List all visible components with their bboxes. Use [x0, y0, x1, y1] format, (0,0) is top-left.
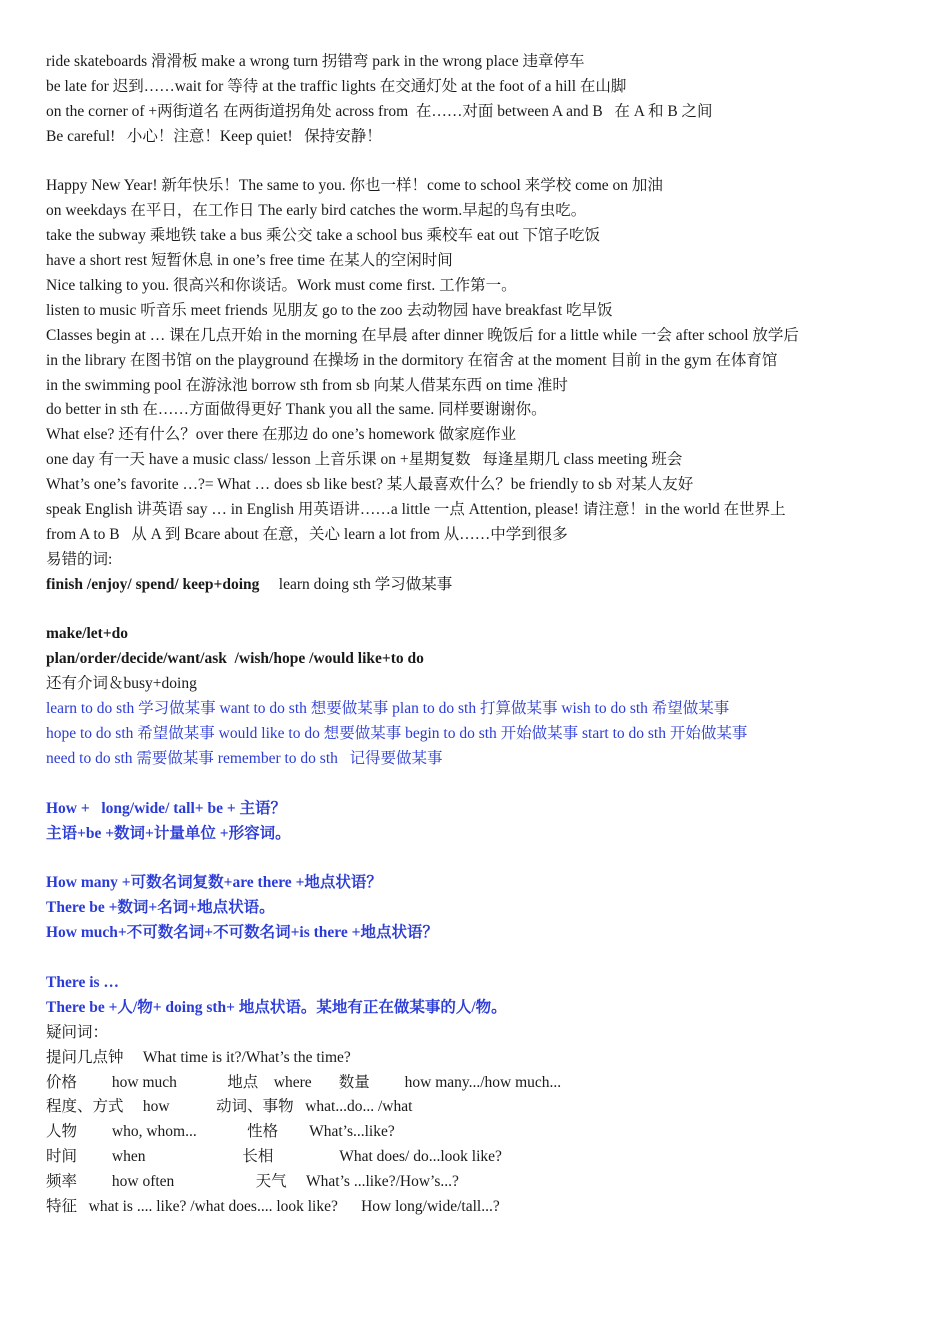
text-line [46, 1095, 916, 1120]
line-text: How much+不可数名词+不可数名词+is there +地点状语？ [46, 924, 438, 942]
line-text: There be +人/物+ doing sth+ 地点状语。某地有正在做某事的人/物。 [46, 998, 507, 1016]
line-tail-text: learn doing sth 学习做某事 [259, 575, 453, 593]
text-line [46, 199, 916, 224]
line-text: Happy New Year! 新年快乐！The same to you. 你也一样！come to school 来学校 come on 加油 [46, 177, 663, 195]
text-line [46, 971, 916, 996]
text-line [46, 1046, 916, 1071]
text-line [46, 324, 916, 349]
text-line [46, 1145, 916, 1170]
line-text: How many +可数名词复数+are there +地点状语？ [46, 874, 382, 892]
line-text: be late for 迟到……wait for 等待 at the traffic lights 在交通灯处 at the foot of a hill 在山脚 [46, 77, 627, 95]
line-text: There is … [46, 973, 119, 991]
text-line [46, 50, 916, 75]
text-line [46, 896, 916, 921]
line-text: 主语+be +数词+计量单位 +形容词。 [46, 824, 291, 842]
text-line [46, 647, 916, 672]
line-text: speak English 讲英语 say … in English 用英语讲……a little 一点 Attention, please! 请注意！in the world 在世界上 [46, 501, 786, 519]
line-text: take the subway 乘地铁 take a bus 乘公交 take a school bus 乘校车 eat out 下馆子吃饭 [46, 227, 601, 245]
line-text: in the library 在图书馆 on the playground 在操场 in the dormitory 在宿舍 at the moment 目前 in the gym 在体育馆 [46, 351, 778, 369]
text-line [46, 1071, 916, 1096]
line-text: There be +数词+名词+地点状语。 [46, 899, 275, 917]
blank-line [46, 847, 916, 872]
line-text: have a short rest 短暂休息 in one’s free time 在某人的空闲时间 [46, 252, 453, 270]
line-text: need to do sth 需要做某事 remember to do sth 记得要做某事 [46, 749, 443, 767]
text-line [46, 672, 916, 697]
text-line [46, 747, 916, 772]
text-line [46, 249, 916, 274]
text-line [46, 1120, 916, 1145]
text-line [46, 797, 916, 822]
text-line [46, 349, 916, 374]
line-text: What else? 还有什么？over there 在那边 do one’s homework 做家庭作业 [46, 426, 517, 444]
text-line [46, 75, 916, 100]
line-text: 还有介词＆busy+doing [46, 675, 197, 693]
blank-line [46, 150, 916, 175]
line-text: one day 有一天 have a music class/ lesson 上音乐课 on +星期复数 每逢星期几 class meeting 班会 [46, 451, 683, 469]
line-text: 频率 how often 天气 What’s ...like?/How’s...? [46, 1173, 459, 1191]
text-line [46, 423, 916, 448]
line-text: 疑问词： [46, 1023, 109, 1041]
blank-line [46, 946, 916, 971]
line-text: plan/order/decide/want/ask /wish/hope /would like+to do [46, 650, 424, 668]
text-line [46, 697, 916, 722]
text-line [46, 1170, 916, 1195]
text-line [46, 398, 916, 423]
line-text: on weekdays 在平日，在工作日 The early bird catches the worm.早起的鸟有虫吃。 [46, 202, 587, 220]
text-line [46, 996, 916, 1021]
text-line [46, 374, 916, 399]
line-text: 提问几点钟 What time is it?/What’s the time? [46, 1048, 351, 1066]
text-line [46, 1021, 916, 1046]
line-text: make/let+do [46, 625, 129, 643]
text-line [46, 100, 916, 125]
line-text: do better in sth 在……方面做得更好 Thank you all the same. 同样要谢谢你。 [46, 401, 547, 419]
text-line [46, 822, 916, 847]
line-text: Classes begin at … 课在几点开始 in the morning 在早晨 after dinner 晚饭后 for a little while 一会 after school 放学后 [46, 326, 799, 344]
text-line [46, 622, 916, 647]
text-line [46, 523, 916, 548]
line-text: Nice talking to you. 很高兴和你谈话。Work must come first. 工作第一。 [46, 277, 517, 295]
line-text: 易错的词: [46, 550, 113, 568]
line-text: learn to do sth 学习做某事 want to do sth 想要做某事 plan to do sth 打算做某事 wish to do sth 希望做某事 [46, 700, 730, 718]
text-line [46, 174, 916, 199]
line-text: How + long/wide/ tall+ be + 主语？ [46, 799, 287, 817]
text-line [46, 1195, 916, 1220]
line-text: from A to B 从 A 到 Bcare about 在意，关心 learn a lot from 从……中学到很多 [46, 525, 568, 543]
line-text: 程度、方式 how 动词、事物 what...do... /what [46, 1098, 413, 1116]
blank-line [46, 598, 916, 623]
line-text: hope to do sth 希望做某事 would like to do 想要做某事 begin to do sth 开始做某事 start to do sth 开始做某事 [46, 725, 748, 743]
line-text: 特征 what is .... like? /what does.... look like? How long/wide/tall...? [46, 1197, 500, 1215]
text-line [46, 498, 916, 523]
text-line [46, 274, 916, 299]
text-line [46, 921, 916, 946]
line-text: listen to music 听音乐 meet friends 见朋友 go to the zoo 去动物园 have breakfast 吃早饭 [46, 301, 613, 319]
line-text: in the swimming pool 在游泳池 borrow sth from sb 向某人借某东西 on time 准时 [46, 376, 568, 394]
text-line [46, 473, 916, 498]
text-line [46, 224, 916, 249]
line-text: Be careful! 小心！注意！Keep quiet! 保持安静！ [46, 127, 382, 145]
line-text: on the corner of +两街道名 在两街道拐角处 across from 在……对面 between A and B 在 A 和 B 之间 [46, 102, 713, 120]
text-line [46, 548, 916, 573]
blank-line [46, 772, 916, 797]
text-line [46, 125, 916, 150]
line-text: What’s one’s favorite …?= What … does sb like best? 某人最喜欢什么？be friendly to sb 对某人友好 [46, 476, 694, 494]
line-text: 时间 when 长相 What does/ do...look like? [46, 1148, 502, 1166]
text-line [46, 722, 916, 747]
text-line [46, 448, 916, 473]
line-text: 人物 who, whom... 性格 What’s...like? [46, 1123, 395, 1141]
text-line [46, 299, 916, 324]
line-text: 价格 how much 地点 where 数量 how many.../how much... [46, 1073, 562, 1091]
document-body [46, 50, 916, 1220]
line-text: finish /enjoy/ spend/ keep+doing [46, 575, 260, 593]
line-text: ride skateboards 滑滑板 make a wrong turn 拐错弯 park in the wrong place 违章停车 [46, 53, 585, 70]
text-line [46, 573, 916, 598]
text-line [46, 871, 916, 896]
